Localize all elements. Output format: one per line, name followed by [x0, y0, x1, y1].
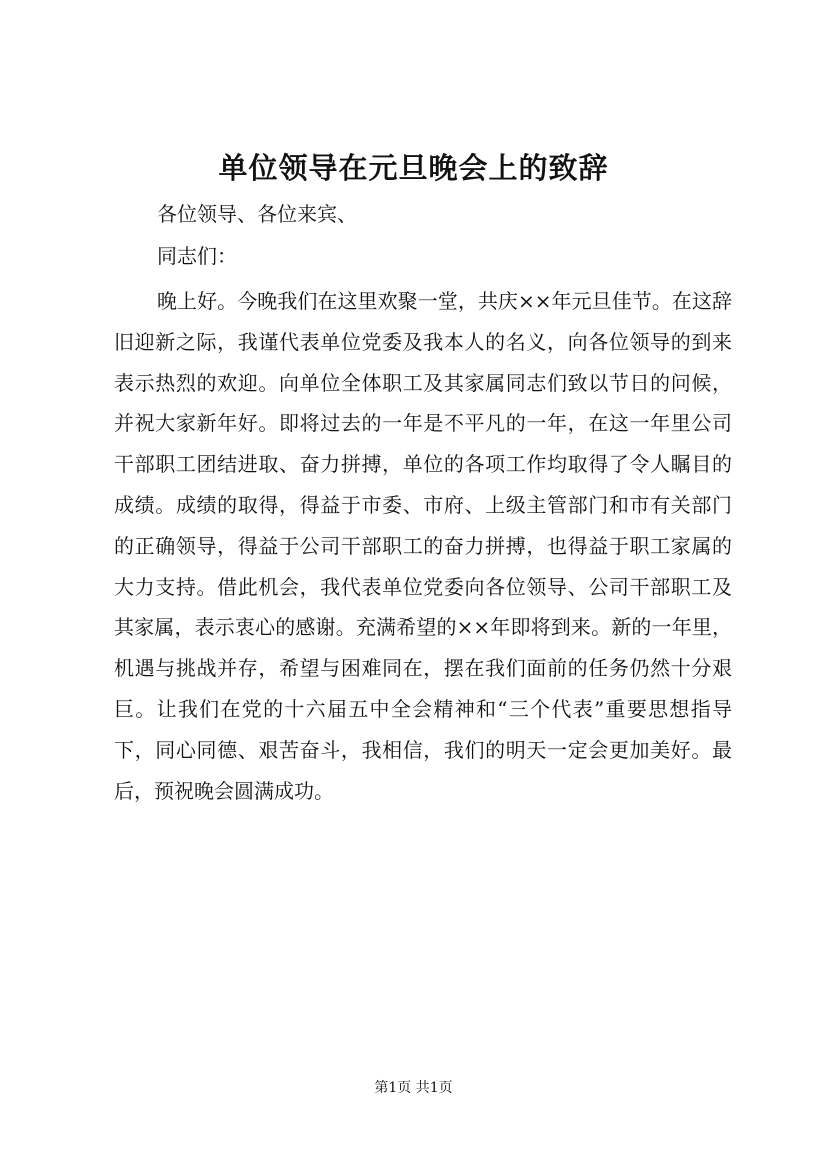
- document-title: 单位领导在元旦晚会上的致辞: [218, 151, 609, 185]
- salutation-leaders-guests: 各位领导、各位来宾、: [157, 202, 357, 226]
- page-number-footer: 第1页 共1页: [374, 1080, 453, 1096]
- salutation-comrades: 同志们：: [157, 244, 237, 268]
- speech-body-paragraph: 晚上好。今晚我们在这里欢聚一堂，共庆××年元旦佳节。在这辞旧迎新之际，我谨代表单位党委及我本人的名义，向各位领导的到来表示热烈的欢迎。向单位全体职工及其家属同志们致以节日的问候，并祝大家新年好。即将过去的一年是不平凡的一年，在这一年里公司干部职工团结进取、奋力拼搏，单位的各项工作均取得了令人瞩目的成绩。成绩的取得，得益于市委、市府、上级主管部门和市有关部门的正确领导，得益于公司干部职工的奋力拼搏，也得益于职工家属的大力支持。借此机会，我代表单位党委向各位领导、公司干部职工及其家属，表示衷心的感谢。充满希望的××年即将到来。新的一年里，机遇与挑战并存，希望与困难同在，摆在我们面前的任务仍然十分艰巨。让我们在党的十六届五中全会精神和“三个代表”重要思想指导下，同心同德、艰苦奋斗，我相信，我们的明天一定会更加美好。最后，预祝晚会圆满成功。: [114, 289, 732, 803]
